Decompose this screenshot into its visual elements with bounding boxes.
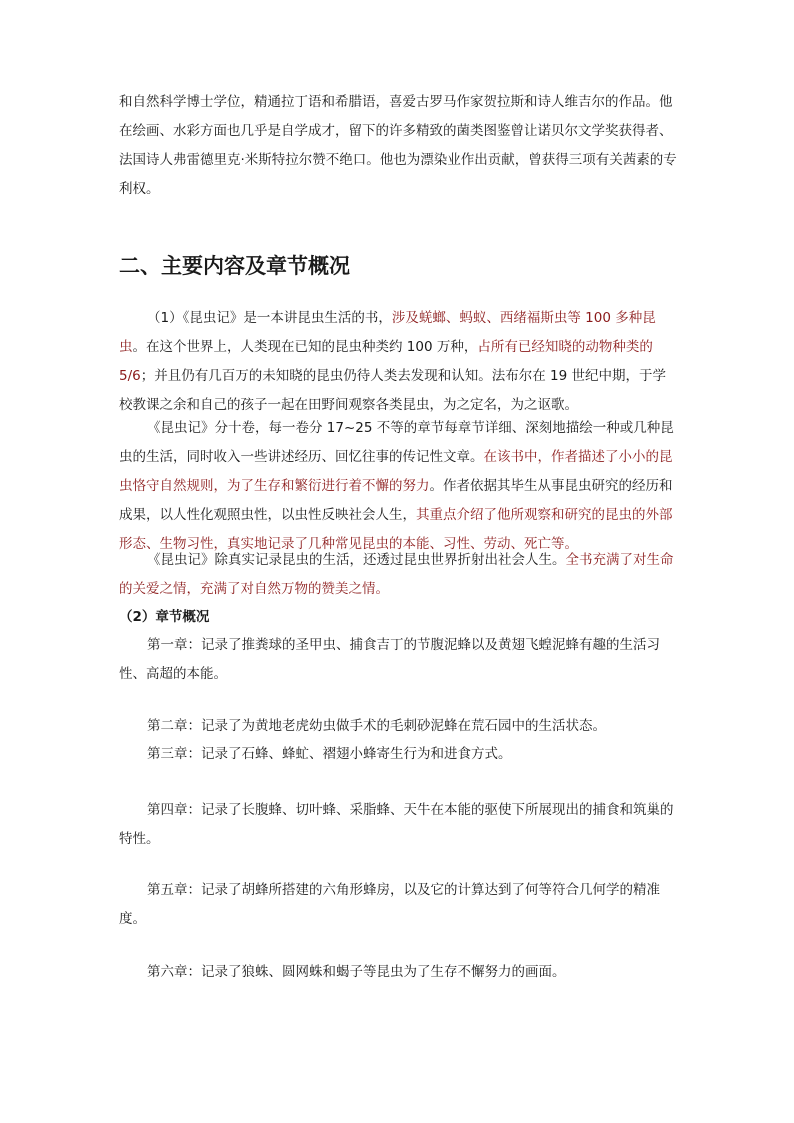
para2-highlight-rules: 在该书中，作者描述了小小的昆虫恪守自然规则，为了生存和繁衍进行着不懈的努力 — [119, 449, 673, 494]
para1-highlight-ratio: 占所有已经知晓的动物种类的 5/6 — [119, 339, 653, 384]
para1-highlight-insects: 涉及蜣螂、蚂蚁、西绪福斯虫等 100 多种昆虫 — [119, 310, 656, 355]
content-paragraph-3 — [119, 546, 679, 604]
chapter-3: 第三章：记录了石蜂、蜂虻、褶翅小蜂寄生行为和进食方式。 — [147, 746, 512, 762]
content-paragraph-2 — [119, 414, 679, 559]
para3-text-a: 《昆虫记》除真实记录昆虫的生活，还透过昆虫世界折射出社会人生。 — [147, 552, 566, 568]
para2-text-a: 《昆虫记》分十卷，每一卷分 17~25 不等的章节每章节详细、深刻地描绘一种或几种昆虫的生活，同时收入一些讲述经历、回忆往事的传记性文章。 — [119, 420, 674, 465]
chapter-2: 第二章：记录了为黄地老虎幼虫做手术的毛刺砂泥蜂在荒石园中的生活状态。 — [147, 718, 606, 734]
intro-paragraph: 和自然科学博士学位，精通拉丁语和希腊语，喜爱古罗马作家贺拉斯和诗人维吉尔的作品。他在绘画、水彩方面也几乎是自学成才，留下的许多精致的菌类图鉴曾让诺贝尔文学奖获得者、法国诗人弗雷德里克·米斯特拉尔赞不绝口。他也为漂染业作出贡献，曾获得三项有关茜素的专利权。 — [119, 94, 677, 197]
chapter-4: 第四章：记录了长腹蜂、切叶蜂、采脂蜂、天牛在本能的驱使下所展现出的捕食和筑巢的特性。 — [119, 802, 674, 847]
chapter-1: 第一章：记录了推粪球的圣甲虫、捕食吉丁的节腹泥蜂以及黄翅飞蝗泥蜂有趣的生活习性、高超的本能。 — [119, 637, 660, 682]
section-title: 二、主要内容及章节概况 — [119, 253, 350, 278]
chapter-5: 第五章：记录了胡蜂所搭建的六角形蜂房，以及它的计算达到了何等符合几何学的精准度。 — [119, 882, 660, 927]
para3-highlight-love: 全书充满了对生命的关爱之情，充满了对自然万物的赞美之情。 — [119, 552, 674, 597]
chapter-6: 第六章：记录了狼蛛、圆网蛛和蝎子等昆虫为了生存不懈努力的画面。 — [147, 964, 566, 980]
para1-text-e: ；并且仍有几百万的未知晓的昆虫仍待人类去发现和认知。法布尔在 19 世纪中期，于学校教课之余和自己的孩子一起在田野间观察各类昆虫，为之定名，为之讴歌。 — [119, 368, 666, 413]
para1-text-c: 。在这个世界上，人类现在已知的昆虫种类约 100 万种， — [132, 339, 478, 355]
content-paragraph-1 — [119, 304, 679, 420]
para2-highlight-focus: 其重点介绍了他所观察和研究的昆虫的外部形态、生物习性，真实地记录了几种常见昆虫的本能、习性、劳动、死亡等。 — [119, 507, 673, 552]
para2-text-c: 。作者依据其毕生从事昆虫研究的经历和成果，以人性化观照虫性，以虫性反映社会人生， — [119, 478, 673, 523]
subsection-title: （2）章节概况 — [119, 609, 210, 625]
para1-text-a: （1）《昆虫记》是一本讲昆虫生活的书， — [147, 310, 392, 326]
